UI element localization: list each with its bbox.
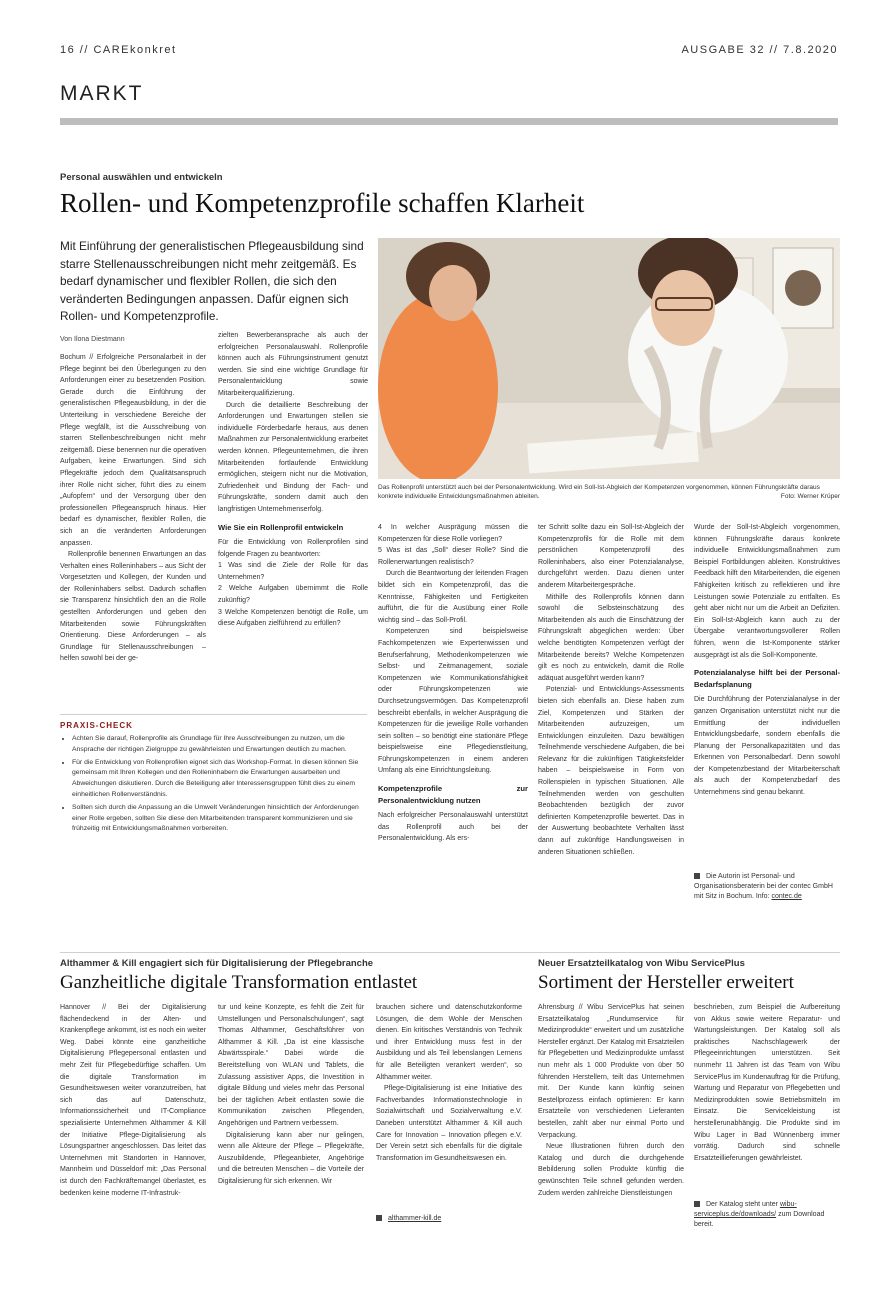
- paragraph: Nach erfolgreicher Personalauswahl unterstützt das Rollenprofil auch bei der Personalentwicklung. Als ers-: [378, 812, 528, 843]
- author-text: Die Autorin ist Personal- und Organisationsberaterin bei der contec GmbH mit Sitz in Bochum. Info:: [694, 873, 833, 900]
- paragraph: Hannover // Bei der Digitalisierung flächendeckend in der Alten- und Krankenpflege ankommt, ist es noch ein weiter Weg. Dabei könnte eine ganzheitliche Digitalisierung Pflegepersonal entlasten und mehr Zeit für Pflegebedürftige schaffen. Um die digitale Transformation im Gesundheitswesen weiter voranzutreiben, hat sich das auf Datenschutz, Informationssicherheit und IT-Compliance spezialisierte Unternehmen Althammer & Kill der Initiative Pflege-Digitalisierung als Lösungspartner angeschlossen. Das leitet das Unternehmen mit Standorten in Hannover, Mannheim und Düsseldorf mit: „Das Personal ist durch den Fachkräftemangel überlastet, es bedenken keine moderne IT-Infrastruk-: [60, 1004, 206, 1197]
- paragraph: Durch die detaillierte Beschreibung der Anforderungen und Erwartungen stellen sie individuelle Förderbedarfe heraus, aus denen Maßnahmen zur Personalentwicklung erarbeitet werden können. Pflegeunternehmen, die ihren Mitarbeitenden fortlaufende Entwicklung ermöglichen, steigern nicht nur die Motivation, Zufriedenheit und Bindung der Fach- und Führungskräfte, sondern damit auch den langfristigen Unternehmenserfolg.: [218, 401, 368, 513]
- info-square-icon: [694, 1201, 700, 1207]
- paragraph: Für die Entwicklung von Rollenprofilen sind folgende Fragen zu beantworten:: [218, 539, 368, 558]
- caption-text: Das Rollenprofil unterstützt auch bei der Personalentwicklung. Wird ein Soll-Ist-Abgleich der Kompetenzen vorgenommen, können Führungskräfte daraus konkrete individuelle Entwicklungsmaßnahmen ableiten.: [378, 484, 820, 500]
- article-photo: [378, 238, 840, 479]
- paragraph: beschrieben, zum Beispiel die Aufbereitung von Akkus sowie weitere Reparatur- und Wartungsleistungen. Der Katalog soll als praktisches Nachschlagewerk der Pflegeeinrichtungen unterstützen. Seit nunmehr 11 Jahren ist das Team von Wibu ServicePlus im Kundenauftrag für die Prüfung, Wartung und Reparatur von Pflegebetten und Medizinprodukten sowie Betriebsmitteln im Einsatz. Die Servicekleistung ist herstellerunabhängig. Die Produkte sind im Wibu Lager in Bad Wünnenberg immer vorrätig. Dadurch sind schnelle Ersatzteillieferungen gewährleistet.: [694, 1004, 840, 1162]
- section-rule: [60, 118, 838, 125]
- article3-info-box: [694, 1200, 840, 1230]
- praxis-check-box: [60, 714, 367, 837]
- info-square-icon: [694, 873, 700, 879]
- article2-kicker: Althammer & Kill engagiert sich für Digitalisierung der Pflegebranche: [60, 958, 374, 969]
- list-item: 2 Welche Aufgaben übernimmt die Rolle zukünftig?: [218, 585, 368, 605]
- paragraph: Digitalisierung kann aber nur gelingen, wenn alle Akteure der Pflege – Pflegekräfte, Auszubildende, Pflegeanbieter, Angehörige und die betreuten Menschen – die Vorteile der Digitalisierung für sich erkennen. Wir: [218, 1131, 364, 1185]
- main-col-4: [538, 522, 684, 858]
- paragraph: Mithilfe des Rollenprofils können dann sowohl die Selbsteinschätzung des Mitarbeitenden als auch die Einschätzung der Führungskraft abgeglichen werden: Über welche benötigten Kompetenzen verfügt der Mitarbeitende bereits? Welche Kompetenzen gilt es noch zu entwickeln, damit die Rolle adäquat ausgeführt werden kann?: [538, 593, 684, 682]
- info-text: Der Katalog steht unter: [706, 1201, 778, 1208]
- article2-col-2: [218, 1002, 364, 1188]
- main-col-3: [378, 522, 528, 845]
- divider: [60, 714, 367, 715]
- article2-headline: Ganzheitliche digitale Transformation entlastet: [60, 972, 418, 993]
- subheading: Wie Sie ein Rollenprofil entwickeln: [218, 522, 344, 532]
- paragraph: Potenzial- und Entwicklungs-Assessments bieten sich ebenfalls an. Diese haben zum Ziel, Kompetenzen und Stärken der Mitarbeitenden aufzuzeigen, um Entwicklungen einzuleiten. Dazu bewältigen Teilnehmende verschiedene Aufgaben, die bei Relevanz für die zukünftigen Tätigkeitsfelder haben – beispielsweise in Form von Rollenspielen in typischen Situationen. Alle Teilnehmenden werden von geschulten Beobachtenden bezüglich der zuvor definierten Kompetenzprofile bewertet. Das in der Auswertung beobachtete Verhalten lässt dann auf zukünftige Handlungsweisen in anderen Situationen schließen.: [538, 686, 684, 856]
- subheading: Kompetenzprofile zur Personalentwicklung nutzen: [378, 784, 528, 805]
- paragraph: Pflege-Digitalisierung ist eine Initiative des Fachverbandes Informationstechnologie in Sozialwirtschaft und Sozialverwaltung e.V. Daneben unterstützt Althammer & Kill auch Care for Innovation – Innovation pflegen e.V. Der Verein setzt sich ebenfalls für die digitale Transformation im Gesundheitswesen ein.: [376, 1085, 522, 1162]
- list-item: 3 Welche Kompetenzen benötigt die Rolle, um diese Aufgaben zielführend zu erfüllen?: [218, 608, 368, 628]
- paragraph: Die Durchführung der Potenzialanalyse in der ganzen Organisation unterstützt nicht nur die Ermittlung der individuellen Entwicklungsbedarfe, sondern ebenfalls die Planung der Personalkapazitäten und das Erkennen von Personalbedarf. Denn sowohl der Kompetenzbestand der Mitarbeiterschaft als auch der Kompetenzbedarf des Unternehmens sind genau bekannt.: [694, 696, 840, 797]
- author-box: [694, 872, 840, 902]
- paragraph: Neue Illustrationen führen durch den Katalog und durch die durchgehende Bebilderung sollen Produkte künftig die gewünschten Teile schnell gefunden werden. Zudem werden zahlreiche Dienstleistungen: [538, 1143, 684, 1197]
- subheading: Potenzialanalyse hilft bei der Personal-Bedarfsplanung: [694, 668, 840, 689]
- paragraph: tur und keine Konzepte, es fehlt die Zeit für Umstellungen und Personalschulungen“, sagt Thomas Althammer, Geschäftsführer von Althammer & Kill. „Da ist eine klassische Abwärtsspirale.“ Dabei würde die Bereitstellung von WLAN und Tablets, die Zulassung assistiver Apps, die Investition in digitale Bildung und vieles mehr das Personal bei der täglichen Arbeit entlasten sowie die Kommunikation zwischen Pflegenden, Angehörigen und Partnern verbessern.: [218, 1004, 364, 1127]
- article2-link[interactable]: althammer-kill.de: [388, 1215, 442, 1222]
- list-item: • Für die Entwicklung von Rollenprofilen eignet sich das Workshop-Format. In diesen können Sie gemeinsam mit Ihren Kollegen und den Rolleninhabern die Erwartungen ausarbeiten und Abweichungen diskutieren. Durch die Beteiligung aller Interessensgruppen fühlt dies zu einem einheitlichen Rollenverständnis.: [72, 758, 367, 801]
- bottom-divider: [60, 952, 840, 953]
- byline: Von Ilona Diestmann: [60, 336, 125, 343]
- section-title: MARKT: [60, 82, 144, 105]
- main-kicker: Personal auswählen und entwickeln: [60, 172, 223, 183]
- paragraph: Ahrensburg // Wibu ServicePlus hat seinen Ersatzteilkatalog „Rundumservice für Medizinprodukte“ erweitert und um zusätzliche Hersteller ergänzt. Der Katalog mit Ersatzteilen für Pflegebetten und Medizinprodukte umfasst nun mehr als 1 000 Produkte von über 50 führenden Herstellern, teilt das Unternehmen mit. Der Kunde kann künftig seinen Bestellprozess einfach optimieren: Er kann Ersatzteile von verschiedenen Lieferanten bestellen, zahlt aber nur einmal Porto und Verpackung.: [538, 1004, 684, 1139]
- article2-col-3: [376, 1002, 522, 1164]
- paragraph: Bochum // Erfolgreiche Personalarbeit in der Pflege beginnt bei den Überlegungen zu den Anforderungen einer zu besetzenden Position. Gerade durch die Einführung der generalistischen Pflegeausbildung, in der die Unterteilung in verschiedene Bereiche der Pflege wegfällt, ist die Ausschreibung von starren Stellenbeschreibungen nicht mehr zeitgemäß. Diese benennen nur die operativen Aufgaben, keine Erwartungen. Sind sich Pflegekräfte jedoch dem Qualitätsanspruch ihrer Rolle nicht sicher, führt dies zu einem „Aufopfern“ und der Versorgung über den professionellen Pflegeanspruch hinaus. Hier bedarf es dynamischer, flexibler Rollen, die sich an die veränderten Anforderungen anpassen.: [60, 354, 206, 547]
- paragraph: Kompetenzen sind beispielsweise Fachkompetenzen wie Expertenwissen und Berufserfahrung, Methodenkompetenzen wie Selbst- und Zeitmanagement, soziale Kompetenzen wie Kommunikationsfähigkeit oder Führungskompetenzen wie Durchsetzungsvermögen. Das Kompetenzprofil beschreibt ebenfalls, in welcher Ausprägung die Kompetenzen für die jeweilige Rolle vorhanden sein sollten – so benötigt eine stationäre Pflege beispielsweise eine Pflegedienstleitung, Führungskompetenzen in einem anderen Umfang als eine Einrichtungsleitung.: [378, 628, 528, 775]
- paragraph: ter Schritt sollte dazu ein Soll-Ist-Abgleich der Kompetenzprofils für die Rolle mit dem persönlichen Kompetenzprofil des Rolleninhabers, also einer Potenzialanalyse, durchgeführt werden. Dazu dienen unter anderem Mitarbeitergespräche.: [538, 524, 684, 589]
- issue-date: AUSGABE 32 // 7.8.2020: [681, 44, 838, 56]
- article2-link-box: [376, 1214, 522, 1224]
- paragraph: Durch die Beantwortung der leitenden Fragen bildet sich ein Kompetenzprofil, das die Kenntnisse, Fähigkeiten und Fertigkeiten aufführt, die für die Ausübung einer Rolle wichtig sind – das Soll-Profil.: [378, 570, 528, 624]
- article3-col-1: [538, 1002, 684, 1199]
- list-item: 1 Was sind die Ziele der Rolle für das Unternehmen?: [218, 562, 368, 581]
- info-tail: zum Download bereit.: [694, 1211, 825, 1228]
- photo-illustration: [378, 238, 840, 479]
- paragraph: Rollenprofile benennen Erwartungen an das Verhalten eines Rolleninhabers – aus Sicht der Vorgesetzten und Kollegen, der Kunden und der Rolleninhabers selbst. Dadurch schaffen sie Transparenz hinsichtlich den an die Rolle gestellten Anforderungen und geben den Mitarbeitenden sowie Führungskräften Orientierung. Diese Anforderungen – als Grundlage für Stellenausschreibungen – helfen sowohl bei der ge-: [60, 551, 206, 663]
- photo-credit: Foto: Werner Krüper: [780, 493, 840, 500]
- main-col-1: [60, 352, 206, 665]
- photo-caption: [378, 483, 840, 501]
- list-item: 4 In welcher Ausprägung müssen die Kompetenzen für diese Rolle vorliegen?: [378, 524, 528, 543]
- page-folio: 16 // CAREkonkret: [60, 44, 177, 56]
- paragraph: brauchen sichere und datenschutzkonforme Lösungen, die dem Wohle der Menschen dienen. Ein kritisches Verständnis von Technik und ihrer Entwicklung muss fest in der Ausbildung und als Teil lebenslangen Lernens für alle Beteiligten verankert werden“, so Althammer weiter.: [376, 1004, 522, 1081]
- download-link[interactable]: wibu-serviceplus.de/downloads/: [694, 1201, 797, 1218]
- main-col-5: [694, 522, 840, 799]
- list-item: • Sollten sich durch die Anpassung an die Umwelt Veränderungen hinsichtlich der Anforderungen einer Rolle ergeben, sollten Sie diese den Mitarbeitenden transparent kommunizieren und sie frühzeitig mit Entwicklungsmaßnahmen vorbereiten.: [72, 803, 367, 835]
- paragraph: zielten Bewerberansprache als auch der erfolgreichen Personalauswahl. Rollenprofile können auch als Führungsinstrument genutzt werden. Sie sind eine wichtige Grundlage für Personalentwicklung sowie Mitarbeiterqualifizierung.: [218, 332, 368, 397]
- praxis-title: PRAXIS-CHECK: [60, 721, 133, 730]
- article3-headline: Sortiment der Hersteller erweitert: [538, 972, 794, 993]
- info-square-icon: [376, 1215, 382, 1221]
- article3-kicker: Neuer Ersatzteilkatalog von Wibu ServicePlus: [538, 958, 745, 969]
- article2-col-1: [60, 1002, 206, 1199]
- main-col-2: [218, 330, 368, 630]
- article3-col-2: [694, 1002, 840, 1164]
- main-headline: Rollen- und Kompetenzprofile schaffen Klarheit: [60, 188, 585, 218]
- list-item: • Achten Sie darauf, Rollenprofile als Grundlage für Ihre Ausschreibungen zu nutzen, um die Ansprache der richtigen Zielgruppe zu gewährleisten und Erwartungen deutlich zu machen.: [72, 734, 367, 756]
- list-item: 5 Was ist das „Soll“ dieser Rolle? Sind die Rollenerwartungen realistisch?: [378, 547, 528, 566]
- paragraph: Wurde der Soll-Ist-Abgleich vorgenommen, können Führungskräfte daraus konkrete individuelle Entwicklungsmaßnahmen zum Beispiel Fortbildungen ableiten. Konstruktives Feedback hilft den Mitarbeitenden, die eigenen Fähigkeiten kritisch zu reflektieren und ihre Leistungen sowie Potenziale zu entfalten. Es geht aber nicht nur um die Arbeit an Defiziten. Ein Soll-Ist-Abgleich kann auch zu der Übergabe verantwortungsvollerer Rollen führen, wenn die Ist-Komponente stärker ausgeprägt ist als die Soll-Komponente.: [694, 524, 840, 659]
- praxis-list: [60, 734, 367, 835]
- author-link[interactable]: contec.de: [771, 893, 802, 900]
- main-lead: Mit Einführung der generalistischen Pflegeausbildung sind starre Stellenausschreibungen nicht mehr zeitgemäß. Es bedarf dynamischer und flexibler Rollen, die sich den veränderten Bedingungen anpassen. Dafür eignen sich Rollen- und Kompetenzprofile.: [60, 239, 364, 323]
